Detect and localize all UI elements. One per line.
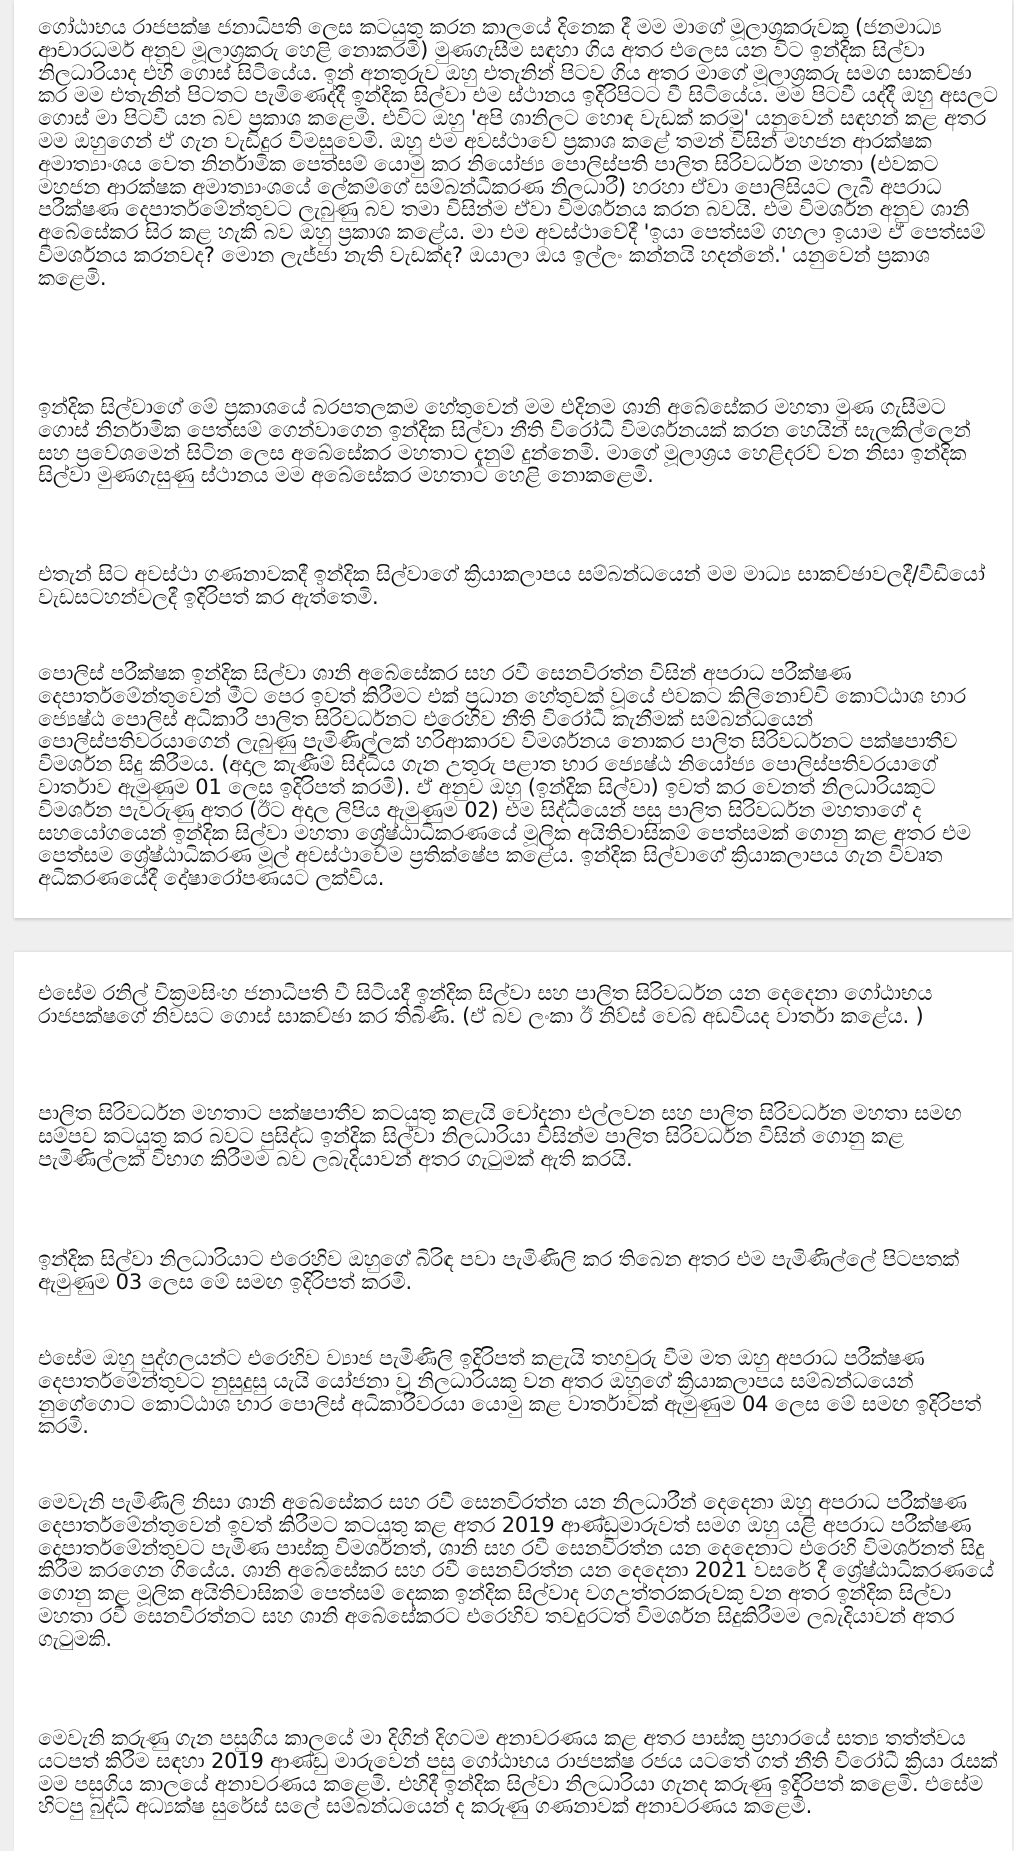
paragraph: එතැන් සිට අවස්ථා ගණනාවකදී ඉන්දික සිල්වාගේ ක්‍රියාකලාපය සම්බන්ධයෙන් මම මාධ්‍ය සාකච්ඡාවලදී/වීඩියෝ වැඩසටහන්වලදී ඉදිරිපත් කර ඇත්තෙමි. bbox=[38, 562, 985, 609]
paragraph: මෙවැනි පැමිණිලි නිසා ශානි අබේසේකර සහ රවී සෙනවිරත්න යන නිලධාරීන් දෙදෙනා ඔහු අපරාධ පරීක්ෂණ දෙපාර්තමේන්තුවෙන් ඉවත් කිරීමට කටයුතු කළ අතර 2019 ආණ්ඩුමාරුවත් සමග ඔහු යළි අපරාධ පරීක්ෂණ දෙපාර්තමේන්තුවට පැමිණ පාස්කු විමර්ශනත්, ශානි සහ රවී සෙනවිරත්න යන දෙදෙනාට එරෙහි විමර්ශනත් සිදු කිරීම කරගෙන ගියේය. ශානි අබේසේකර සහ රවී සෙනවිරත්න යන දෙදෙනා 2021 වසරේ දී ශ්‍රේෂ්ඨාධිකරණයේ ගොනු කළ මූලික අයිතිවාසිකම් පෙත්සම් දෙකක ඉන්දික සිල්වාද වගඋත්තරකරුවකු වන අතර ඉන්දික සිල්වා මහතා රවී සෙනවිරත්නට සහ ශානි අබේසේකරට එරෙහිව තවදුරටත් විමර්ශන සිදුකිරීමම ලබැදියාවන් අතර ගැටුමකි. bbox=[38, 1490, 994, 1651]
paragraph: එසේම රනිල් වික්‍රමසිංහ ජනාධිපති වී සිටියදී ඉන්දික සිල්වා සහ පාලිත සිරිවර්ධන යන දෙදෙනා ගෝඨාභය රාජපක්ෂගේ නිවසට ගොස් සාකච්ඡා කර තිබිණි. (ඒ බව ලංකා ඊ නිව්ස් වෙබ් අඩවියද වාර්තා කළේය. ) bbox=[38, 981, 933, 1028]
paragraph: එසේම ඔහු පුද්ගලයන්ට එරෙහිව ව්‍යාජ පැමිණිලි ඉදිරිපත් කළැයි තහවුරු වීම මත ඔහු අපරාධ පරීක්ෂණ දෙපාර්තමේන්තුවට නුසුදුසු යැයි යෝජනා වූ නිලධාරියකු වන අතර ඔහුගේ ක්‍රියාකලාපය සම්බන්ධයෙන් නුගේගොට කොට්ඨාශ භාර පොලිස් අධිකාරීවරයා යොමු කළ වාර්තාවක් ඇමුණුම 04 ලෙස මේ සමඟ ඉදිරිපත් කරමි. bbox=[38, 1346, 982, 1439]
paragraph: ගෝඨාභය රාජපක්ෂ ජනාධිපති ලෙස කටයුතු කරන කාලයේ දිනෙක දී මම මාගේ මූලාශ්‍රකරුවකු (ජනමාධ්‍ය ආචාරධර්ම අනුව මූලාශ්‍රකරු හෙළි නොකරමි) මුණගැසීම සඳහා ගිය අතර එලෙස යන විට ඉන්දික සිල්වා නිලධාරියාද එහි ගොස් සිටියේය. ඉන් අනතුරුව ඔහු එතැනින් පිටව ගිය අතර මාගේ මූලාශ්‍රකරු සමග සාකච්ඡා කර මම එතැනින් පිටතට පැමිණෙද්දී ඉන්දික සිල්වා එම ස්ථානය ඉදිරිපිටට වී සිටියේය. මම පිටවී යද්දී ඔහු අසලට ගොස් මා පිටවී යන බව ප්‍රකාශ කළෙමි. එවිට ඔහු 'අපි ශානිලට හොඳ වැඩක් කරමු' යනුවෙන් සඳහන් කළ අතර මම ඔහුගෙන් ඒ ගැන වැඩිදුර විමසුවෙමි. ඔහු එම අවස්ථාවේ ප්‍රකාශ කළේ තමන් විසින් මහජන ආරක්ෂක අමාත්‍යාංශය වෙත නිර්නාමික පෙත්සම් යොමු කර නියෝජ්‍ය පොලිස්පති පාලිත සිරිවර්ධන මහතා (එවකට මහජන ආරක්ෂක අමාත්‍යාංශයේ ලේකම්ගේ සම්බන්ධීකරණ නිලධාරී) හරහා ඒවා පොලිසියට ලැබී අපරාධ පරීක්ෂණ දෙපාර්තමේන්තුවට ලැබුණු බව තමා විසින්ම ඒවා විමර්ශනය කරන බවයි. එම විමර්ශන අනුව ශානි අබේසේකර සිර කළ හැකි බව ඔහු ප්‍රකාශ කළේය. මා එම අවස්ථාවේදී 'ඉයා පෙත්සම් ගහලා ඉයාම ඒ පෙත්සම් විමර්ශනය කරනවද? මොන ලැජ්ජා නැති වැඩක්ද? ඔයාලා ඔය ඉල්ලං කන්නයි හදන්නේ.' යනුවෙන් ප්‍රකාශ කළෙමි. bbox=[38, 15, 998, 290]
paragraph: ඉන්දික සිල්වා නිලධාරියාට එරෙහිව ඔහුගේ බිරිඳ පවා පැමිණිලි කර තිබෙන අතර එම පැමිණිල්ලේ පිටපතක් ඇමුණුම 03 ලෙස මේ සමඟ ඉදිරිපත් කරමි. bbox=[38, 1247, 959, 1294]
paragraph: මෙවැනි කරුණු ගැන පසුගිය කාලයේ මා දිගින් දිගටම අනාවරණය කළ අතර පාස්කු ප්‍රහාරයේ සත්‍ය තත්ත්වය යටපත් කිරීම සඳහා 2019 ආණ්ඩු මාරුවෙන් පසු ගෝඨාභය රාජපක්ෂ රජය යටතේ ගත් නීති විරෝධී ක්‍රියා රැසක් මම පසුගිය කාලයේ අනාවරණය කළෙමි. එහිදී ඉන්දික සිල්වා නිලධාරියා ගැනද කරුණු ඉදිරිපත් කළෙමි. එසේම හිටපු බුද්ධි අධ්‍යක්ෂ සුරේස් සලේ සම්බන්ධයෙන් ද කරුණු ගණනාවක් අනාවරණය කළෙමි. bbox=[38, 1726, 998, 1819]
paragraph: පාලිත සිරිවර්ධන මහතාට පක්ෂපාතීව කටයුතු කළැයි චෝදනා එල්ලවන සහ පාලිත සිරිවර්ධන මහතා සමඟ සම්පව කටයුතු කර බවට පුසිද්ධ ඉන්දික සිල්වා නිලධාරියා විසින්ම පාලිත සිරිවර්ධන විසින් ගොනු කළ පැමිණිල්ලක් විභාග කිරීමම බව ලබැදියාවන් අතර ගැටුමක් ඇති කරයි. bbox=[38, 1101, 962, 1171]
document-page-2 bbox=[14, 952, 1012, 1851]
document-page-1 bbox=[14, 0, 1012, 918]
paragraph: ඉන්දික සිල්වාගේ මේ ප්‍රකාශයේ බරපතලකම හේතුවෙන් මම එදිනම ශානි අබේසේකර මහතා මුණ ගැසීමට ගොස් නිර්නාමික පෙත්සම් ගෙන්වාගෙන ඉන්දික සිල්වා නීති විරෝධී විමර්ශනයක් කරන හෙයින් සැලකිල්ලෙන් සහ ප්‍රවේශමෙන් සිටින ලෙස අබේසේකර මහතාට දැනුම් දුන්නෙමි. මාගේ මූලාශ්‍රය හෙළිදරව් වන නිසා ඉන්දික සිල්වා මුණගැසුණු ස්ථානය මම අබේසේකර මහතාට හෙළි නොකළෙමි. bbox=[38, 395, 971, 488]
paragraph: පොලිස් පරීක්ෂක ඉන්දික සිල්වා ශානි අබේසේකර සහ රවී සෙනවිරත්න විසින් අපරාධ පරීක්ෂණ දෙපාර්තමේන්තුවෙන් මීට පෙර ඉවත් කිරීමට එක් ප්‍රධාන හේතුවක් වූයේ එවකට කිලිනොච්චි කොට්ඨාශ භාර ජ්‍යෙෂ්ඨ පොලිස් අධිකාරී පාලිත සිරිවර්ධනට එරෙහිව නීති විරෝධී කැනීමක් සම්බන්ධයෙන් පොලිස්පතිවරයාගෙන් ලැබුණු පැමිණිල්ලක් හරිආකාරව විමර්ශනය නොකර පාලිත සිරිවර්ධනට පක්ෂපාතීව විමර්ශන සිදු කිරීමය. (අදාල කැණීම් සිද්ධිය ගැන උතුරු පළාත භාර ජ්‍යෙෂ්ඨ නියෝජ්‍ය පොලිස්පතිවරයාගේ වාර්තාව ඇමුණුම 01 ලෙස ඉදිරිපත් කරමි). ඒ අනුව ඔහු (ඉන්දික සිල්වා) ඉවත් කර වෙනත් නිලධාරියකුට විමර්ශන පැවරුණු අතර (ඊට අදාල ලිපිය ඇමුණුම 02) එම සිද්ධියෙන් පසු පාලිත සිරිවර්ධන මහතාගේ ද සහයෝගයෙන් ඉන්දික සිල්වා මහතා ශ්‍රේෂ්ඨාධිකරණයේ මූලික අයිතිවාසිකම් පෙත්සමක් ගොනු කළ අතර එම පෙත්සම ශ්‍රේෂ්ඨාධිකරණ මූල් අවස්ථාවේම ප්‍රතික්ෂේප කළේය. ඉන්දික සිල්වාගේ ක්‍රියාකලාපය ගැන විවෘත අධිකරණයේදී දෝෂාරෝපණයට ලක්විය. bbox=[38, 661, 971, 891]
